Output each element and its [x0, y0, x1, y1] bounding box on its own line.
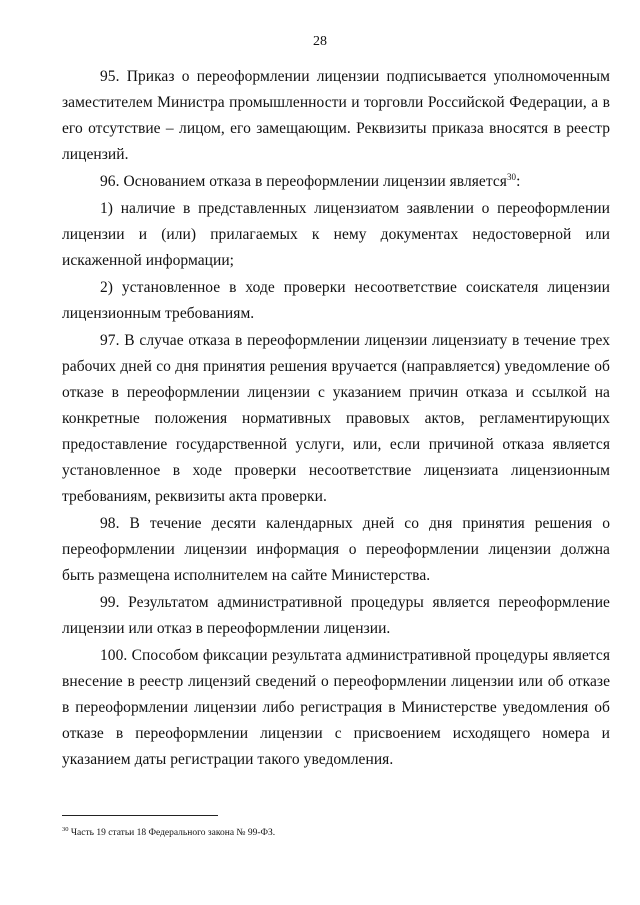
footnote-reference[interactable]: 30: [506, 171, 517, 182]
paragraph-96-item-1: 1) наличие в представленных лицензиатом заявлении о переоформлении лицензии и (или) прилагаемых к нему документах недостоверной или искаженной информации;: [62, 200, 610, 269]
footnote-divider: [62, 815, 218, 816]
paragraph-97: 97. В случае отказа в переоформлении лицензии лицензиату в течение трех рабочих дней со дня принятия решения вручается (направляется) уведомление об отказе в переоформлении лицензии с указанием причин отказа и ссылкой на конкретные положения нормативных правовых актов, регламентирующих предоставление государственной услуги, или, если причиной отказа является установленное в ходе проверки несоответствие лицензиата лицензионным требованиям, реквизиты акта проверки.: [62, 332, 610, 505]
paragraph-98: 98. В течение десяти календарных дней со дня принятия решения о переоформлении лицензии информация о переоформлении лицензии должна быть размещена исполнителем на сайте Министерства.: [62, 515, 610, 584]
document-body: [62, 64, 610, 774]
paragraph-95: 95. Приказ о переоформлении лицензии подписывается уполномоченным заместителем Министра промышленности и торговли Российской Федерации, а в его отсутствие – лицом, его замещающим. Реквизиты приказа вносятся в реестр лицензий.: [62, 68, 610, 163]
paragraph-96-suffix: :: [516, 173, 521, 190]
page-number: 28: [313, 34, 327, 49]
paragraph-96: [62, 169, 610, 195]
paragraph-100: 100. Способом фиксации результата административной процедуры является внесение в реестр лицензий сведений о переоформлении лицензии или об отказе в переоформлении лицензии либо регистрация в Министерстве уведомления об отказе в переоформлении лицензии с присвоением исходящего номера и указанием даты регистрации такого уведомления.: [62, 647, 610, 768]
footnote-text: Часть 19 статьи 18 Федерального закона № 99-ФЗ.: [68, 828, 276, 838]
paragraph-96-item-2: 2) установленное в ходе проверки несоответствие соискателя лицензии лицензионным требованиям.: [62, 279, 610, 322]
paragraph-96-text: 96. Основанием отказа в переоформлении лицензии является: [100, 173, 507, 190]
footnote-marker: 30: [62, 825, 69, 833]
paragraph-99: 99. Результатом административной процедуры является переоформление лицензии или отказ в переоформлении лицензии.: [62, 594, 610, 637]
footnote: [62, 827, 610, 839]
